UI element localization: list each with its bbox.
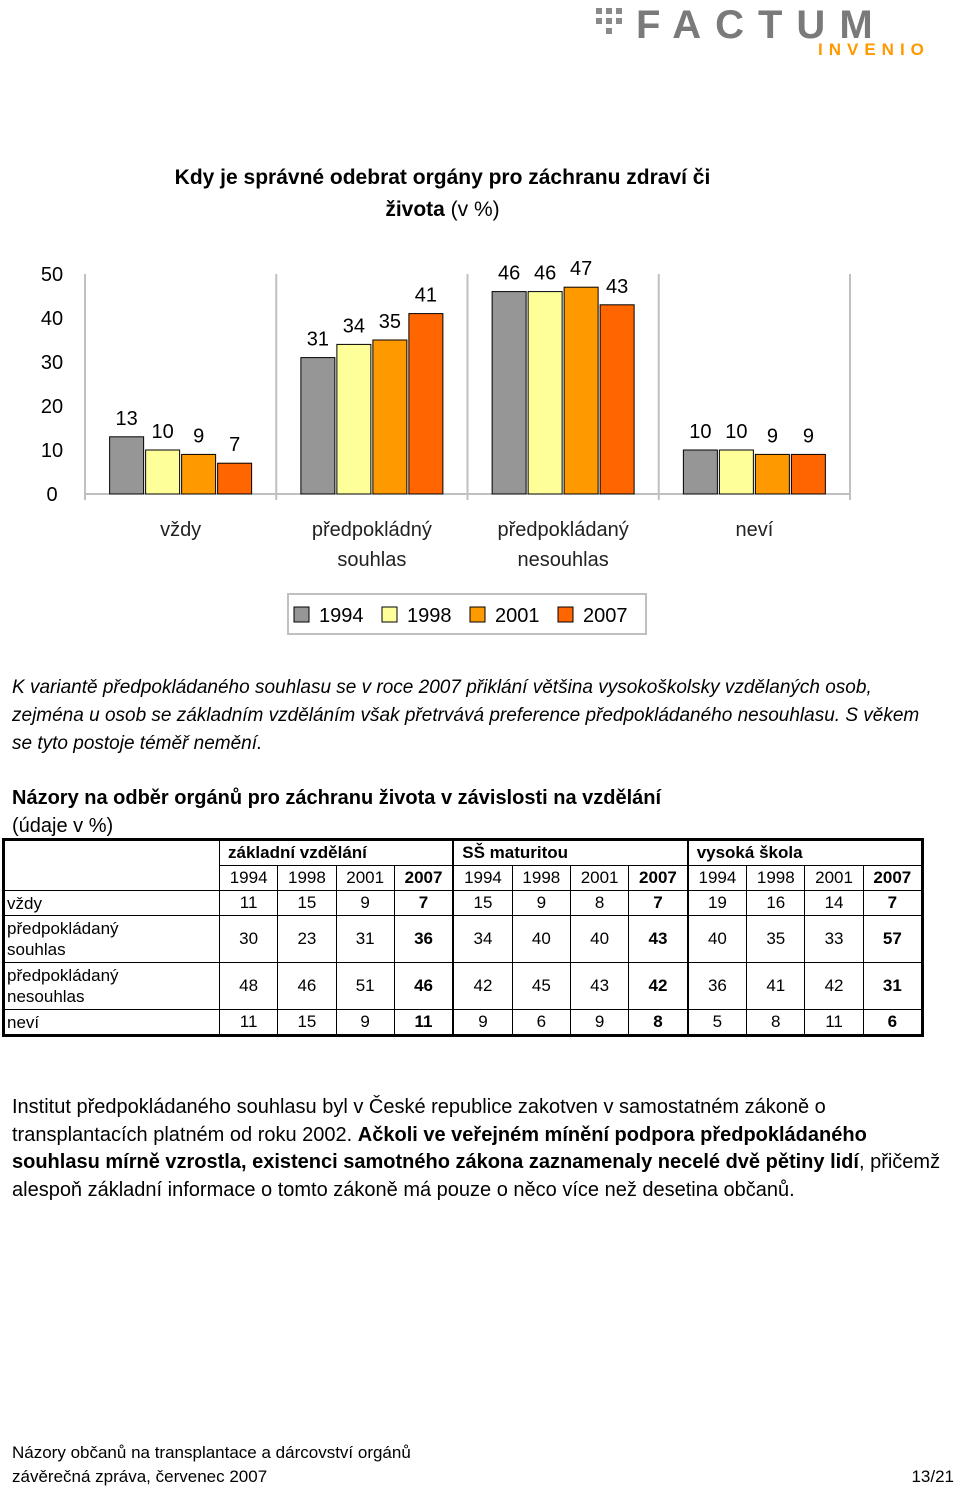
data-label: 31 xyxy=(306,328,329,351)
footer-report-title: Názory občanů na transplantace a dárcovství orgánů xyxy=(12,1443,411,1462)
education-table xyxy=(4,840,922,1035)
table-value: 46 xyxy=(278,963,336,1010)
table-title xyxy=(12,784,942,840)
table-value: 15 xyxy=(453,891,512,916)
data-label: 35 xyxy=(378,311,401,333)
y-tick-label: 30 xyxy=(40,352,64,374)
table-row xyxy=(5,1010,922,1035)
bar xyxy=(182,454,216,494)
commentary-paragraph: K variantě předpokládaného souhlasu se v roce 2007 přiklání většina vysokoškolsky vzdělaných osob, zejména u osob se základním vzděláním však přetrvává preference předpokládaného nesouhlasu. S věkem se tyto postoje téměř nemění. xyxy=(12,677,920,754)
bar xyxy=(492,292,526,494)
data-label: 47 xyxy=(570,258,593,281)
table-value: 40 xyxy=(512,916,570,963)
table-year-header: 1994 xyxy=(688,866,747,891)
table-year-header: 1998 xyxy=(278,866,336,891)
table-value: 9 xyxy=(570,1010,628,1035)
table-row xyxy=(5,963,922,1010)
table-value: 33 xyxy=(805,916,863,963)
data-label: 43 xyxy=(606,275,629,298)
table-value: 36 xyxy=(394,916,453,963)
table-value: 31 xyxy=(336,916,394,963)
table-value: 23 xyxy=(278,916,336,963)
category-label: neví xyxy=(735,519,774,541)
table-value: 8 xyxy=(747,1010,805,1035)
table-value: 35 xyxy=(747,916,805,963)
table-value: 42 xyxy=(453,963,512,1010)
table-value: 43 xyxy=(570,963,628,1010)
data-label: 10 xyxy=(689,421,712,443)
table-value: 11 xyxy=(220,1010,278,1035)
table-value: 30 xyxy=(220,916,278,963)
table-value: 51 xyxy=(336,963,394,1010)
table-year-header: 2007 xyxy=(394,866,453,891)
table-row-label: předpokládaný nesouhlas xyxy=(5,963,220,1010)
table-value: 5 xyxy=(688,1010,747,1035)
table-value: 46 xyxy=(394,963,453,1010)
bar xyxy=(683,450,717,494)
bar xyxy=(719,450,753,494)
table-value: 16 xyxy=(747,891,805,916)
table-value: 19 xyxy=(688,891,747,916)
y-tick-label: 10 xyxy=(40,440,64,462)
bar xyxy=(528,292,562,494)
data-label: 34 xyxy=(342,315,365,338)
table-value: 40 xyxy=(570,916,628,963)
body-paragraph-part1: Institut předpokládaného souhlasu byl v České republice zakotven v samostatném zákoně o transplantacích platném od roku 2002. xyxy=(12,1096,826,1146)
bar xyxy=(564,287,598,494)
category-label: vždy xyxy=(160,519,202,541)
table-group-header: SŠ maturitou xyxy=(453,841,687,866)
logo-sub-text: INVENIO xyxy=(818,40,930,56)
factum-invenio-logo xyxy=(596,4,956,56)
category-label: předpokládný xyxy=(311,519,432,541)
body-paragraph-part3: , přičemž alespoň základní informace o tomto zákoně má pouze o něco více než desetina občanů. xyxy=(12,1151,941,1201)
y-tick-label: 0 xyxy=(46,484,58,506)
table-row-label: předpokládaný souhlas xyxy=(5,916,220,963)
data-label: 46 xyxy=(534,262,557,285)
table-value: 11 xyxy=(220,891,278,916)
category-label: souhlas xyxy=(337,549,407,571)
table-value: 9 xyxy=(453,1010,512,1035)
logo-dots-icon xyxy=(596,8,622,34)
table-title-main: Názory na odběr orgánů pro záchranu života v závislosti na vzdělání xyxy=(12,787,662,809)
table-value: 7 xyxy=(394,891,453,916)
table-year-header: 2001 xyxy=(336,866,394,891)
bar xyxy=(110,437,144,494)
data-label: 10 xyxy=(151,421,174,443)
table-year-header: 1994 xyxy=(453,866,512,891)
table-title-unit: (údaje v %) xyxy=(12,815,114,837)
table-value: 57 xyxy=(863,916,921,963)
table-year-header: 2001 xyxy=(570,866,628,891)
y-tick-label: 40 xyxy=(40,308,64,330)
table-value: 8 xyxy=(570,891,628,916)
footer-page-number: 13/21 xyxy=(911,1467,954,1486)
data-label: 41 xyxy=(414,284,437,307)
bar xyxy=(301,358,335,494)
table-row xyxy=(5,891,922,916)
chart-title-line2: života xyxy=(385,198,445,221)
data-label: 7 xyxy=(229,434,241,457)
table-row xyxy=(5,916,922,963)
table-group-header: základní vzdělání xyxy=(220,841,454,866)
category-label: předpokládaný xyxy=(497,519,629,541)
bar xyxy=(146,450,180,494)
legend-swatch xyxy=(470,607,485,622)
legend-label: 1994 xyxy=(319,605,364,627)
table-year-header-row xyxy=(5,866,922,891)
bar xyxy=(791,454,825,494)
legend-label: 2007 xyxy=(583,605,628,627)
table-corner xyxy=(5,841,220,866)
table-value: 6 xyxy=(512,1010,570,1035)
table-value: 14 xyxy=(805,891,863,916)
bar xyxy=(600,305,634,494)
table-row-label: neví xyxy=(5,1010,220,1035)
table-value: 15 xyxy=(278,891,336,916)
bar-chart xyxy=(0,240,960,640)
chart-title-line1: Kdy je správné odebrat orgány pro záchranu zdraví či xyxy=(174,166,711,189)
legend-swatch xyxy=(382,607,397,622)
table-year-header: 1998 xyxy=(747,866,805,891)
table-value: 11 xyxy=(805,1010,863,1035)
table-value: 41 xyxy=(747,963,805,1010)
chart-title xyxy=(120,162,765,226)
chart-title-unit: (v %) xyxy=(444,198,500,221)
table-value: 7 xyxy=(863,891,921,916)
legend-label: 2001 xyxy=(495,605,540,627)
table-year-header: 1998 xyxy=(512,866,570,891)
table-row-label: vždy xyxy=(5,891,220,916)
logo-main-text: FACTUM xyxy=(636,4,887,47)
table-value: 15 xyxy=(278,1010,336,1035)
table-value: 31 xyxy=(863,963,921,1010)
data-label: 9 xyxy=(766,425,778,448)
legend-swatch xyxy=(558,607,573,622)
table-value: 9 xyxy=(336,891,394,916)
bar xyxy=(337,344,371,494)
table-value: 9 xyxy=(336,1010,394,1035)
table-year-header: 1994 xyxy=(220,866,278,891)
table-year-header: 2007 xyxy=(863,866,921,891)
bar xyxy=(218,463,252,494)
table-corner xyxy=(5,866,220,891)
table-value: 42 xyxy=(805,963,863,1010)
data-label: 9 xyxy=(802,425,814,448)
table-value: 48 xyxy=(220,963,278,1010)
y-tick-label: 50 xyxy=(40,264,64,286)
bar xyxy=(755,454,789,494)
body-paragraph xyxy=(12,1094,947,1204)
table-value: 11 xyxy=(394,1010,453,1035)
data-label: 9 xyxy=(193,425,205,448)
table-value: 8 xyxy=(629,1010,688,1035)
table-value: 45 xyxy=(512,963,570,1010)
table-value: 34 xyxy=(453,916,512,963)
data-label: 13 xyxy=(115,407,138,430)
body-paragraph-bold: Ačkoli ve veřejném mínění podpora předpokládaného souhlasu mírně vzrostla, existenci samotného zákona zaznamenaly necelé dvě pětiny lidí xyxy=(12,1123,867,1173)
data-label: 46 xyxy=(498,262,521,285)
legend-label: 1998 xyxy=(407,605,452,627)
table-year-header: 2007 xyxy=(629,866,688,891)
table-year-header: 2001 xyxy=(805,866,863,891)
y-tick-label: 20 xyxy=(40,396,64,418)
category-label: nesouhlas xyxy=(517,549,609,571)
bar xyxy=(373,340,407,494)
table-group-header: vysoká škola xyxy=(688,841,922,866)
table-value: 6 xyxy=(863,1010,921,1035)
bar xyxy=(409,314,443,494)
legend-swatch xyxy=(294,607,309,622)
data-label: 10 xyxy=(725,421,748,443)
table-value: 43 xyxy=(629,916,688,963)
table-value: 9 xyxy=(512,891,570,916)
table-value: 36 xyxy=(688,963,747,1010)
table-value: 40 xyxy=(688,916,747,963)
footer-report-date: závěrečná zpráva, červenec 2007 xyxy=(12,1467,268,1486)
table-value: 7 xyxy=(629,891,688,916)
table-value: 42 xyxy=(629,963,688,1010)
table-group-header-row xyxy=(5,841,922,866)
